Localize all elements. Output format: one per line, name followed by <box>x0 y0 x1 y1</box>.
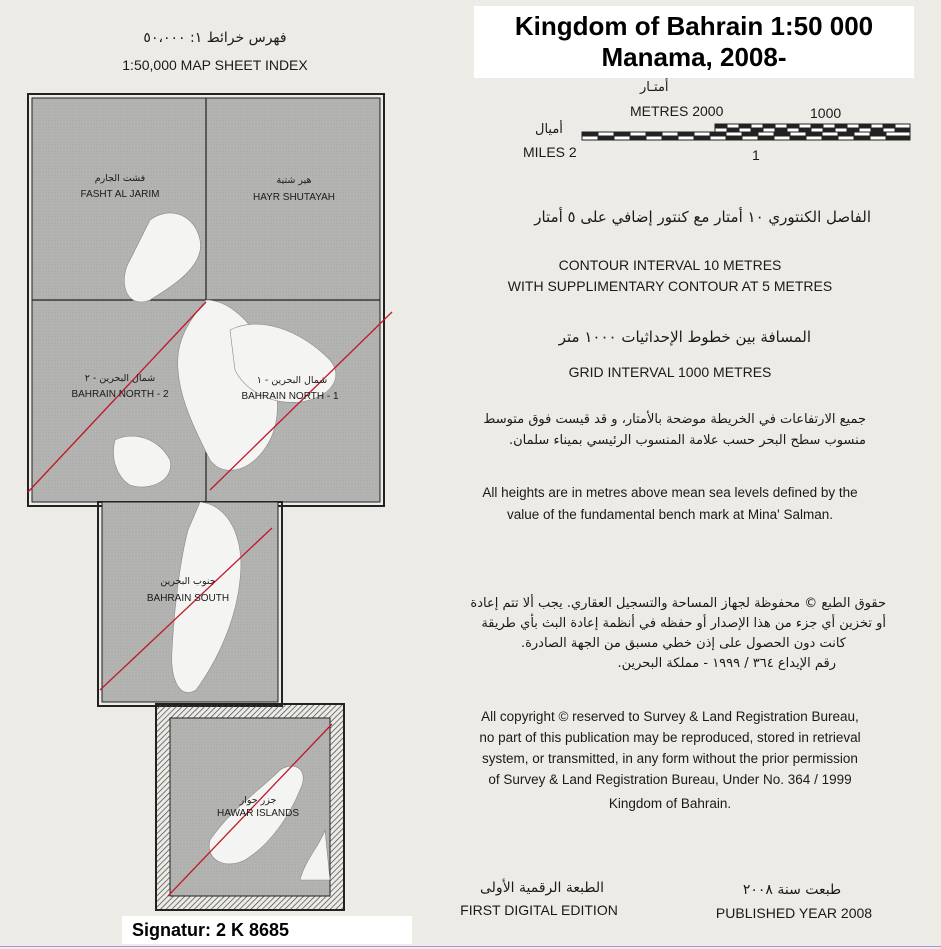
sheet-label-bahrain-north-2: BAHRAIN NORTH - 2 <box>71 389 169 400</box>
edition-english: FIRST DIGITAL EDITION <box>460 902 618 918</box>
grid-interval-english: GRID INTERVAL 1000 METRES <box>568 364 772 380</box>
sheet-label-hawar-islands: HAWAR ISLANDS <box>216 808 300 819</box>
sheet-grid-borders <box>28 94 384 910</box>
heights-english-line-2: value of the fundamental bench mark at Mina' Salman. <box>506 507 833 522</box>
heights-arabic-line-1: جميع الارتفاعات في الخريطة موضحة بالأمتار، و قد قيست فوق متوسط <box>483 412 866 427</box>
sheet-label-ar-bahrain-south: جنوب البحرين <box>160 576 216 587</box>
sheet-label-ar-hawar-islands: جزر حوار <box>239 795 277 806</box>
published-year-english: PUBLISHED YEAR 2008 <box>715 905 873 921</box>
heights-english-line-1: All heights are in metres above mean sea levels defined by the <box>482 485 858 500</box>
bottom-divider <box>0 946 941 947</box>
scale-miles-label: MILES 2 <box>523 144 577 160</box>
copyright-arabic-line-3: كانت دون الحصول على إذن خطي مسبق من الجهة الصادرة. <box>520 636 846 651</box>
copyright-english-line-2: no part of this publication may be reproduced, stored in retrieval <box>479 730 861 745</box>
sheet-label-ar-fasht-al-jarim: فشت الجارم <box>94 173 146 184</box>
edition-arabic: الطبعة الرقمية الأولى <box>480 880 604 896</box>
scale-miles-mid: 1 <box>752 147 760 163</box>
sheet-label-hayr-shutayah: HAYR SHUTAYAH <box>252 192 336 203</box>
published-year-arabic: طبعت سنة ٢٠٠٨ <box>742 882 842 898</box>
contour-interval-line-1: CONTOUR INTERVAL 10 METRES <box>558 257 782 273</box>
sheet-label-ar-bahrain-north-1: شمال البحرين - ١ <box>256 375 328 386</box>
copyright-english-line-3: system, or transmitted, in any form without the prior permission <box>482 751 858 766</box>
index-title-english: 1:50,000 MAP SHEET INDEX <box>122 57 308 73</box>
heights-arabic-line-2: منسوب سطح البحر حسب علامة المنسوب الرئيسي بميناء سلمان. <box>508 433 866 448</box>
copyright-english-line-5: Kingdom of Bahrain. <box>608 796 732 811</box>
contour-interval-arabic: الفاصل الكنتوري ١٠ أمتار مع كنتور إضافي على ٥ أمتار <box>534 208 871 226</box>
title-line-1: Kingdom of Bahrain 1:50 000 <box>514 11 874 41</box>
index-title-arabic: فهرس خرائط ١: ٥٠،٠٠٠ <box>143 30 287 46</box>
sheet-label-bahrain-north-1: BAHRAIN NORTH - 1 <box>241 391 339 402</box>
copyright-arabic-line-2: أو تخزين أي جزء من هذا الإصدار أو حفظه في أنظمة إعادة البث بأي طريقة <box>481 616 886 631</box>
scale-metres-mid: 1000 <box>810 105 842 121</box>
scale-bar <box>580 122 915 148</box>
sheet-label-ar-bahrain-north-2: شمال البحرين - ٢ <box>84 373 156 384</box>
copyright-arabic-line-1: حقوق الطبع © محفوظة لجهاز المساحة والتسجيل العقاري. يجب ألا تتم إعادة <box>470 596 886 611</box>
scale-miles-arabic: أميال <box>535 122 563 137</box>
copyright-arabic-line-4: رقم الإيداع ٣٦٤ / ١٩٩٩ - مملكة البحرين. <box>617 656 836 671</box>
grid-interval-arabic: المسافة بين خطوط الإحداثيات ١٠٠٠ متر <box>558 328 811 346</box>
sheet-label-fasht-al-jarim: FASHT AL JARIM <box>80 189 160 200</box>
copyright-english-line-4: of Survey & Land Registration Bureau, Under No. 364 / 1999 <box>488 772 852 787</box>
signature-label: Signatur: 2 K 8685 <box>122 916 412 944</box>
scale-metres-label: METRES 2000 <box>630 103 724 119</box>
copyright-english-line-1: All copyright © reserved to Survey & Land Registration Bureau, <box>481 709 859 724</box>
sheet-label-bahrain-south: BAHRAIN SOUTH <box>146 593 230 604</box>
contour-interval-line-2: WITH SUPPLIMENTARY CONTOUR AT 5 METRES <box>507 278 833 294</box>
title-line-2: Manama, 2008- <box>601 42 787 72</box>
scale-metres-arabic: أمتـار <box>640 80 669 95</box>
sheet-label-ar-hayr-shutayah: هير شتية <box>276 175 312 186</box>
